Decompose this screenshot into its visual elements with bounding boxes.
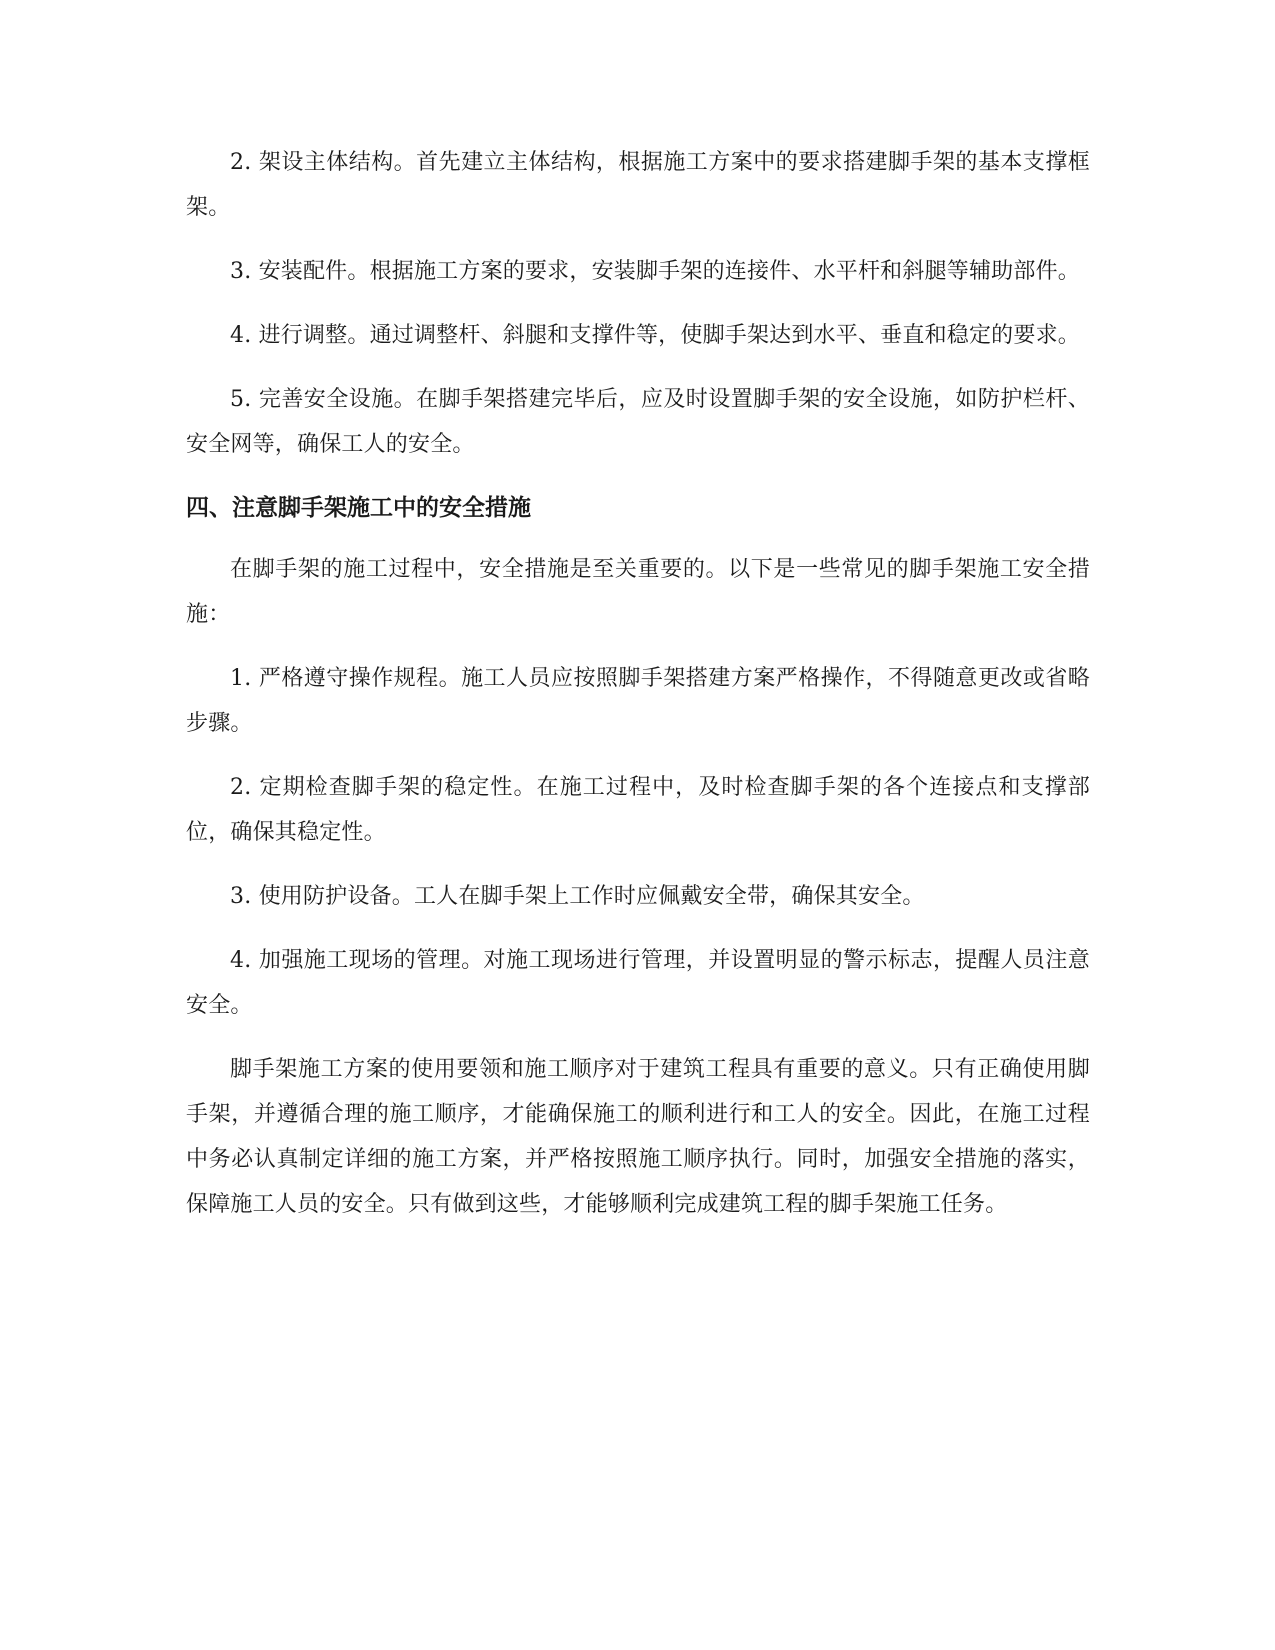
step-4-paragraph: 4. 进行调整。通过调整杆、斜腿和支撑件等，使脚手架达到水平、垂直和稳定的要求。 bbox=[230, 323, 1080, 348]
step-3-paragraph: 3. 安装配件。根据施工方案的要求，安装脚手架的连接件、水平杆和斜腿等辅助部件。 bbox=[230, 259, 1080, 284]
step-2-paragraph: 2. 架设主体结构。首先建立主体结构，根据施工方案中的要求搭建脚手架的基本支撑框架。 bbox=[186, 150, 1090, 220]
intro-paragraph: 在脚手架的施工过程中，安全措施是至关重要的。以下是一些常见的脚手架施工安全措施： bbox=[186, 557, 1090, 627]
conclusion-paragraph: 脚手架施工方案的使用要领和施工顺序对于建筑工程具有重要的意义。只有正确使用脚手架，并遵循合理的施工顺序，才能确保施工的顺利进行和工人的安全。因此，在施工过程中务必认真制定详细的施工方案，并严格按照施工顺序执行。同时，加强安全措施的落实，保障施工人员的安全。只有做到这些，才能够顺利完成建筑工程的脚手架施工任务。 bbox=[186, 1057, 1090, 1217]
safety-item-2: 2. 定期检查脚手架的稳定性。在施工过程中，及时检查脚手架的各个连接点和支撑部位，确保其稳定性。 bbox=[186, 775, 1090, 845]
document-page bbox=[186, 140, 1090, 1246]
step-5-paragraph: 5. 完善安全设施。在脚手架搭建完毕后，应及时设置脚手架的安全设施，如防护栏杆、安全网等，确保工人的安全。 bbox=[186, 387, 1090, 457]
safety-item-4: 4. 加强施工现场的管理。对施工现场进行管理，并设置明显的警示标志，提醒人员注意安全。 bbox=[186, 948, 1090, 1018]
safety-item-1: 1. 严格遵守操作规程。施工人员应按照脚手架搭建方案严格操作，不得随意更改或省略步骤。 bbox=[186, 666, 1090, 736]
section-heading: 四、注意脚手架施工中的安全措施 bbox=[186, 495, 531, 521]
safety-item-3: 3. 使用防护设备。工人在脚手架上工作时应佩戴安全带，确保其安全。 bbox=[230, 884, 925, 909]
